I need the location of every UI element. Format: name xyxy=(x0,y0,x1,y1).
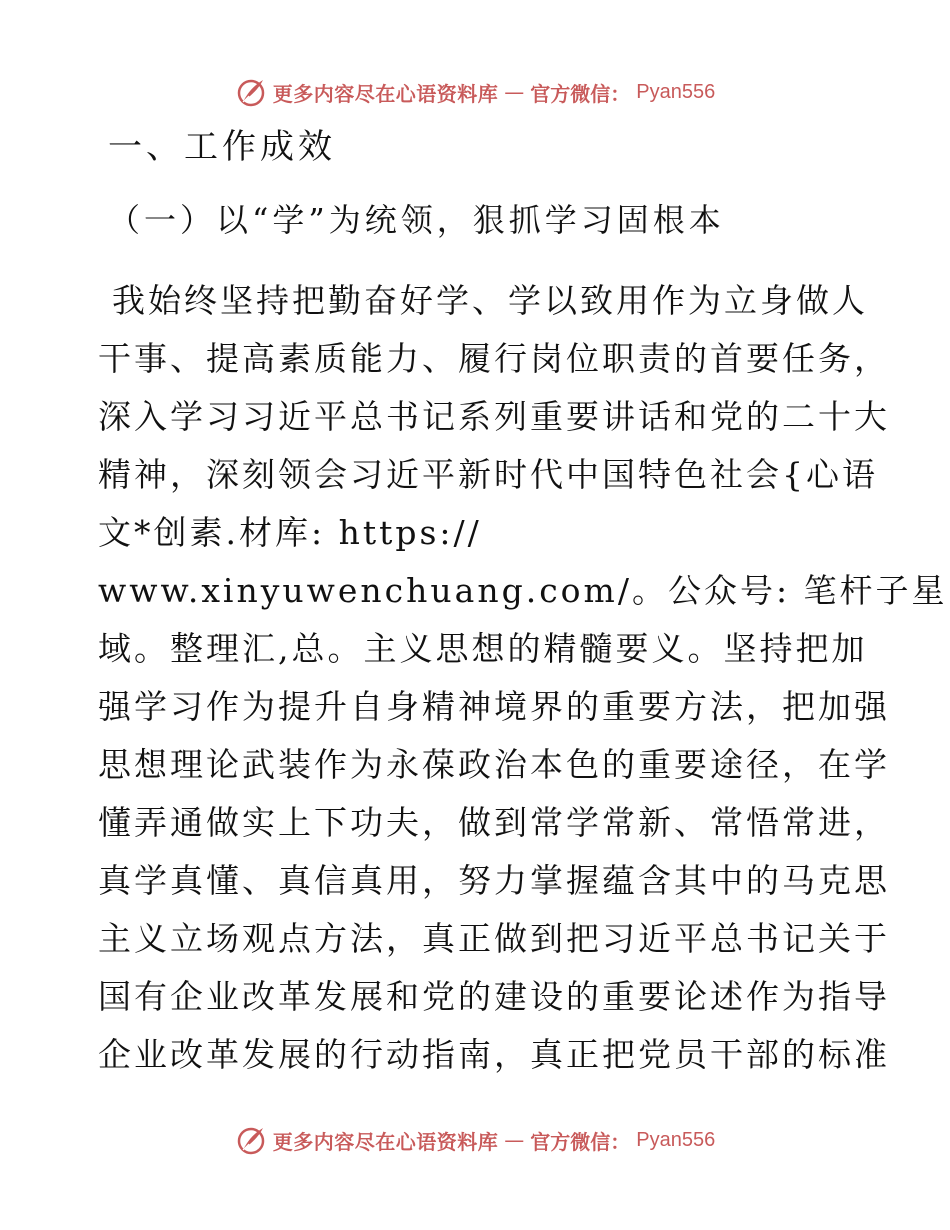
paragraph-line: 主义立场观点方法，真正做到把习近平总书记关于 xyxy=(98,919,890,958)
paragraph-line: 干事、提高素质能力、履行岗位职责的首要任务， xyxy=(98,339,890,378)
paragraph-line: 精神，深刻领会习近平新时代中国特色社会{心语 xyxy=(98,455,878,494)
paragraph-line: 强学习作为提升自身精神境界的重要方法，把加强 xyxy=(98,687,890,726)
watermark-id: Pyan556 xyxy=(636,80,716,103)
paragraph-line: 域。整理汇,总。主义思想的精髓要义。坚持把加 xyxy=(98,629,868,668)
footer-watermark xyxy=(0,1120,950,1160)
paragraph-line: www.xinyuwenchuang.com/。公众号: 笔杆子星 xyxy=(98,571,948,610)
watermark-id: Pyan556 xyxy=(636,1128,716,1151)
paragraph-line: 我始终坚持把勤奋好学、学以致用作为立身做人 xyxy=(112,281,868,320)
watermark-separator: — xyxy=(504,1128,525,1152)
watermark-label: 官方微信： xyxy=(530,1129,631,1154)
paragraph-line: 文*创素.材库: https:// xyxy=(98,513,482,552)
section-heading: 一、工作成效 xyxy=(108,127,336,167)
watermark-text: 更多内容尽在心语资料库 xyxy=(272,1129,499,1154)
paragraph-line: 懂弄通做实上下功夫，做到常学常新、常悟常进， xyxy=(98,803,890,842)
feather-pen-icon xyxy=(235,76,267,108)
watermark-text: 更多内容尽在心语资料库 xyxy=(272,81,499,106)
feather-pen-icon xyxy=(235,1124,267,1156)
watermark-label: 官方微信： xyxy=(530,81,631,106)
subsection-heading: （一）以“学”为统领，狠抓学习固根本 xyxy=(108,201,725,239)
paragraph-line: 思想理论武装作为永葆政治本色的重要途径，在学 xyxy=(98,745,890,784)
paragraph-line: 国有企业改革发展和党的建设的重要论述作为指导 xyxy=(98,977,890,1016)
header-watermark xyxy=(0,72,950,112)
paragraph-line: 企业改革发展的行动指南，真正把党员干部的标准 xyxy=(98,1035,890,1074)
watermark-separator: — xyxy=(504,80,525,104)
paragraph-line: 深入学习习近平总书记系列重要讲话和党的二十大 xyxy=(98,397,890,436)
paragraph-line: 真学真懂、真信真用，努力掌握蕴含其中的马克思 xyxy=(98,861,890,900)
body-paragraph xyxy=(98,272,948,1084)
